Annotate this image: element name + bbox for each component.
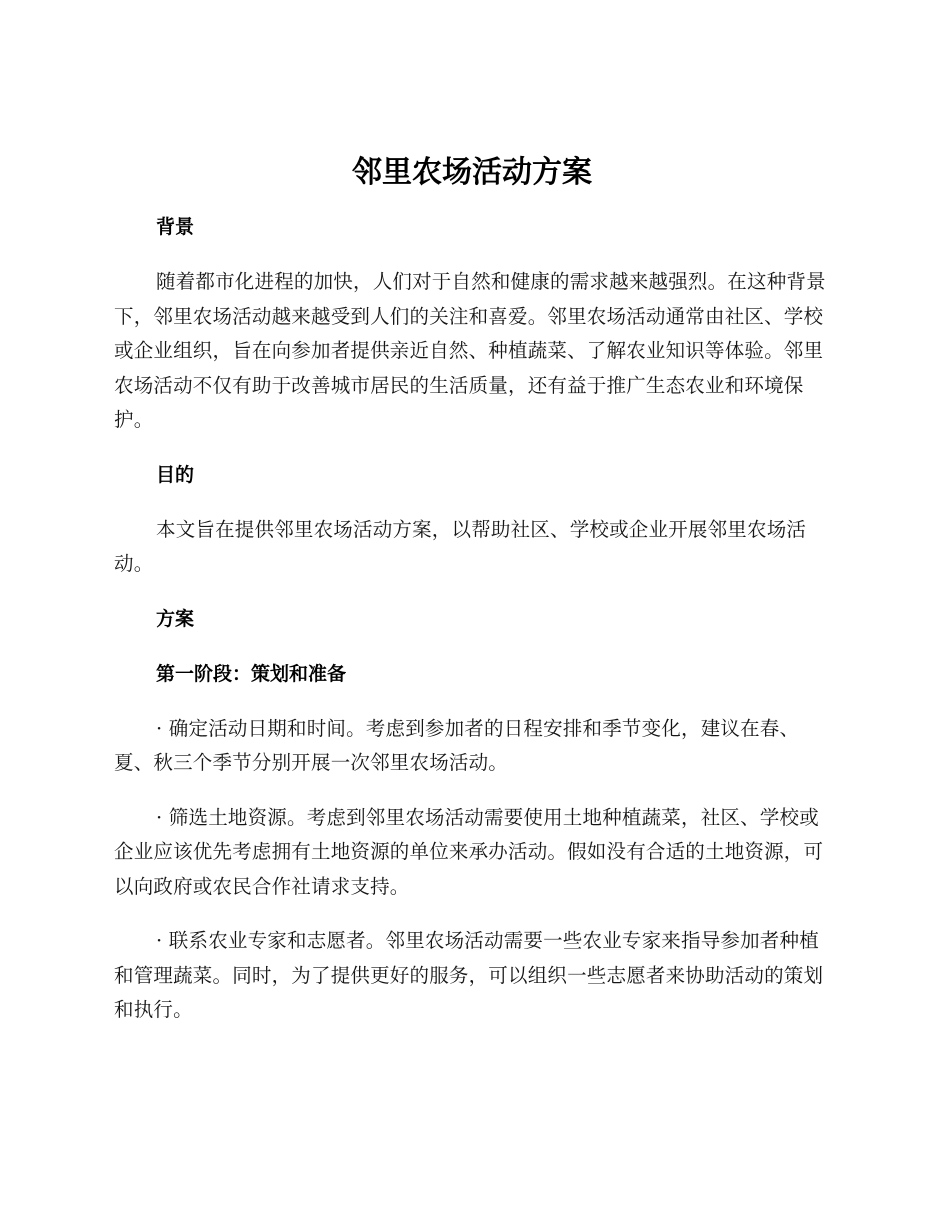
- section-heading-purpose: 目的: [156, 463, 195, 486]
- section-heading-plan: 方案: [156, 607, 195, 630]
- phase-heading: 第一阶段：策划和准备: [156, 662, 347, 685]
- purpose-paragraph: 本文旨在提供邻里农场活动方案，以帮助社区、学校或企业开展邻里农场活动。: [114, 517, 807, 575]
- document-body: [114, 148, 830, 1028]
- list-item: · 筛选土地资源。考虑到邻里农场活动需要使用土地种植蔬菜，社区、学校或企业应该优先考虑拥有土地资源的单位来承办活动。假如没有合适的土地资源，可以向政府或农民合作社请求支持。: [114, 805, 824, 898]
- list-item: · 联系农业专家和志愿者。邻里农场活动需要一些农业专家来指导参加者种植和管理蔬菜。同时，为了提供更好的服务，可以组织一些志愿者来协助活动的策划和执行。: [114, 929, 824, 1021]
- section-heading-background: 背景: [156, 216, 195, 238]
- document-title: 邻里农场活动方案: [352, 155, 592, 190]
- list-item: · 确定活动日期和时间。考虑到参加者的日程安排和季节变化，建议在春、夏、秋三个季节分别开展一次邻里农场活动。: [114, 716, 800, 774]
- background-paragraph: 随着都市化进程的加快，人们对于自然和健康的需求越来越强烈。在这种背景下，邻里农场活动越来越受到人们的关注和喜爱。邻里农场活动通常由社区、学校或企业组织，旨在向参加者提供亲近自然、种植蔬菜、了解农业知识等体验。邻里农场活动不仅有助于改善城市居民的生活质量，还有益于推广生态农业和环境保护。: [114, 270, 826, 431]
